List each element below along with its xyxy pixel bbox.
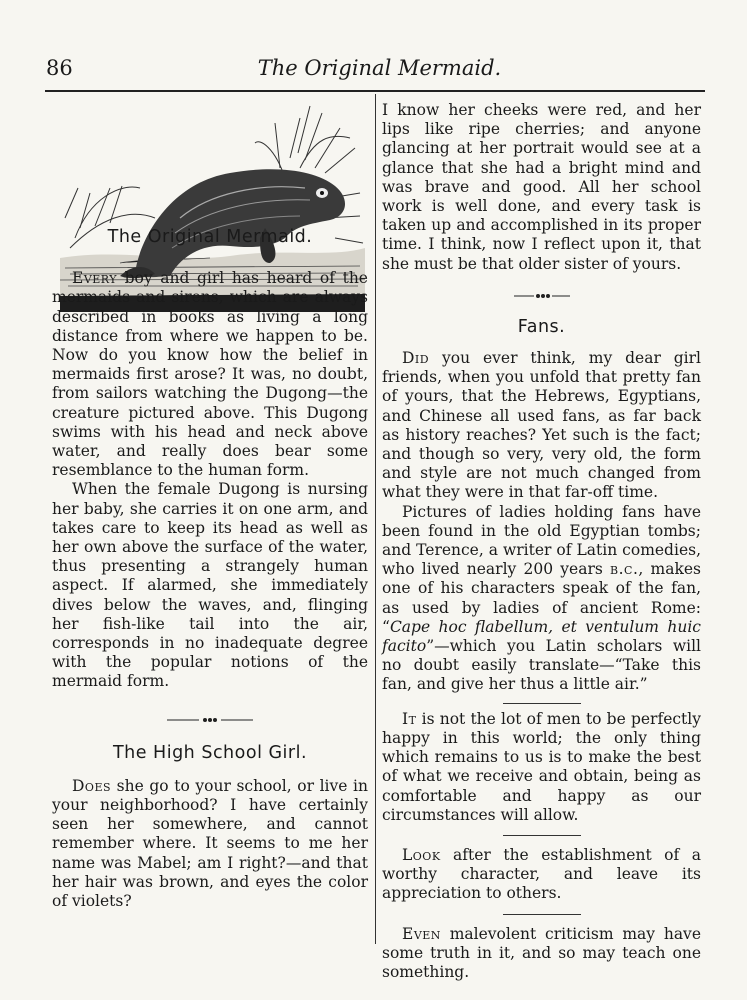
- paragraph-criticism: [382, 925, 701, 983]
- paragraph-character: [382, 846, 701, 904]
- title-fans: Fans.: [517, 316, 566, 337]
- divider-rule: [503, 835, 581, 836]
- paragraph-happiness: [382, 710, 701, 825]
- dropword-it: It: [402, 709, 417, 728]
- paragraph-high-school-girl-text: she go to your school, or live in your neighborhood? I have certainly seen her somewhere, and cannot remember where. It seems to me her name was Mabel; am I right?—and that her hair was brown, and eyes the color of violets?: [52, 776, 368, 911]
- dropword-did: Did: [402, 349, 430, 368]
- dropword-every: Every: [72, 269, 117, 288]
- dropword-look: Look: [402, 845, 441, 864]
- paragraph-criticism-text: malevolent criticism may have some truth in it, and so may teach one something.: [382, 924, 701, 981]
- left-column: [52, 0, 368, 911]
- dots-ornament: [165, 715, 255, 725]
- paragraph-continued: I know her cheeks were red, and her lips like ripe cherries; and anyone glancing at her portrait would see at a glance that she had a bright mind and was brave and good. All her school work is well done, and every task is taken up and accomplished in its proper time. I think, now I reflect upon it, that she must be that older sister of yours.: [382, 101, 701, 273]
- paragraph-mermaids: [52, 269, 368, 480]
- fan-pictures-text-c: ”—which you Latin scholars will no doubt easily translate—“Take this fan, and give her thus a little air.”: [382, 637, 701, 694]
- paragraph-mermaids-text: boy and girl has heard of the mermaids and sirens, which are always described in books as living a long distance from where we happen to be. Now do you know how the belief in mermaids first arose? It was, no doubt, from sailors watching the Dugong—the creature pictured above. This Dugong swims with his head and neck above water, and really does bear some resemblance to the human form.: [52, 269, 368, 480]
- latin-quote: Cape hoc flabellum, et ventulum huic facito: [382, 617, 701, 656]
- dropword-even: Even: [402, 924, 441, 943]
- paragraph-character-text: after the establishment of a worthy character, and leave its appreciation to others.: [382, 845, 701, 903]
- caption-original-mermaid: The Original Mermaid.: [107, 227, 313, 247]
- paragraph-fans-text: you ever think, my dear girl friends, when you unfold that pretty fan of yours, that the Hebrews, Egyptians, and Chinese all used fans, as far back as history reaches? Yet such is the fact; and though so very, very old, the form and style are not much changed from what they were in that far-off time.: [382, 349, 701, 502]
- divider-rule: [503, 703, 581, 704]
- dropword-does: Does: [72, 776, 112, 795]
- fan-pictures-text-b: , makes one of his characters speak of the fan, as used by ladies of ancient Rome: “: [382, 560, 702, 636]
- paragraph-high-school-girl: [52, 777, 368, 911]
- title-high-school-girl: The High School Girl.: [112, 742, 308, 763]
- paragraph-fans: [382, 349, 701, 503]
- running-title: The Original Mermaid.: [257, 56, 502, 80]
- dots-ornament: [512, 291, 572, 301]
- bc-abbrev: b.c.: [610, 560, 639, 579]
- right-column: [382, 101, 701, 982]
- divider-rule: [503, 914, 581, 915]
- paragraph-fan-pictures: [382, 503, 701, 695]
- column-divider: [375, 94, 376, 944]
- fan-pictures-text-a: Pictures of ladies holding fans have been found in the old Egyptian tombs; and Terence, a writer of Latin comedies, who lived nearly 200 years: [382, 502, 701, 579]
- section-ornament-right: [382, 290, 701, 302]
- page-number: 86: [46, 56, 73, 80]
- paragraph-female-dugong: When the female Dugong is nursing her baby, she carries it on one arm, and takes care to keep its head as well as her own above the surface of the water, thus presenting a strangely human aspect. If alarmed, she immediately dives below the waves, and, flinging her fish-like tail into the air, corresponds in no inadequate degree with the popular notions of the mermaid form.: [52, 480, 368, 691]
- paragraph-happiness-text: is not the lot of men to be perfectly happy in this world; the only thing which remains to us is to make the best of what we receive and obtain, being as comfortable and happy as our circumstances will allow.: [382, 709, 701, 824]
- section-ornament: [52, 714, 368, 726]
